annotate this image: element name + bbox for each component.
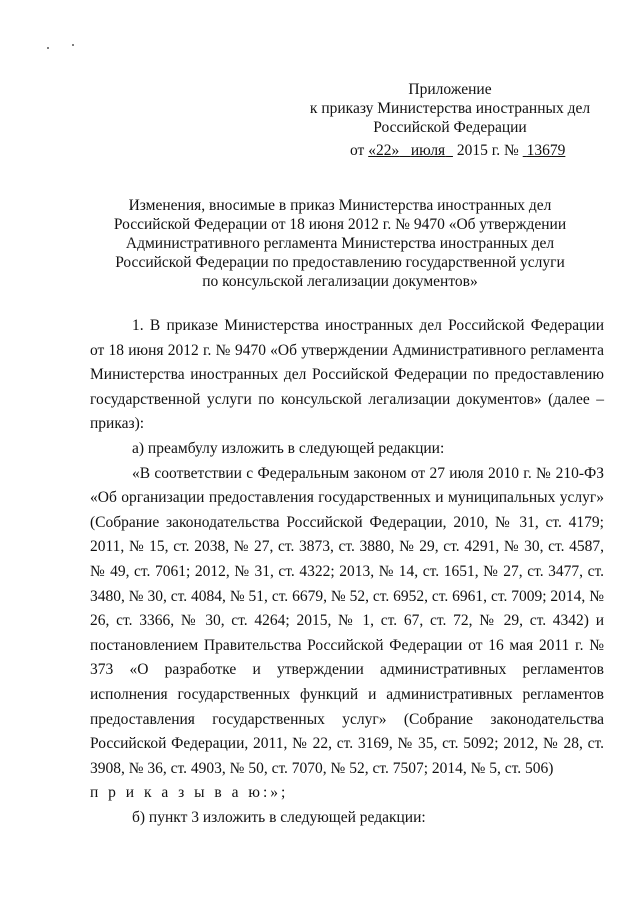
- date-gap: [445, 142, 453, 159]
- date-day: «22»: [368, 142, 400, 159]
- date-year: 2015 г. №: [456, 142, 519, 159]
- annex-order-ref: к приказу Министерства иностранных дел: [309, 100, 591, 117]
- paragraph-2: а) преамбулу изложить в следующей редакции:: [132, 439, 445, 457]
- annex-header: [300, 80, 600, 137]
- paragraph-1: 1. В приказе Министерства иностранных дел Российской Федерации от 18 июня 2012 г. № 9470 «Об утверждении Административного регламента Министерства иностранных дел Российской Федерации по предоставлению государственной услуги по консульской легализации документов» (далее – приказ):: [90, 317, 604, 433]
- date-prefix: от: [350, 142, 365, 159]
- paragraph-3: «В соответствии с Федеральным законом от 27 июля 2010 г. № 210-ФЗ «Об организации предоставления государственных и муниципальных услуг» (Собрание законодательства Российской Федерации, 2010, № 31, ст. 4179; 2011, № 15, ст. 2038, № 27, ст. 3873, ст. 3880, № 29, ст. 4291, № 30, ст. 4587, № 49, ст. 7061; 2012, № 31, ст. 4322; 2013, № 14, ст. 1651, № 27, ст. 3477, ст. 3480, № 30, ст. 4084, № 51, ст. 6679, № 52, ст. 6952, ст. 6961, ст. 7009; 2014, № 26, ст. 3366, № 30, ст. 4264; 2015, № 1, ст. 67, ст. 72, № 29, ст. 4342) и постановлением Правительства Российской Федерации от 16 мая 2011 г. № 373 «О разработке и утверждении административных регламентов исполнения государственных функций и административных регламентов предоставления государственных услуг» (Собрание законодательства Российской Федерации, 2011, № 22, ст. 3169, № 35, ст. 5092; 2012, № 28, ст. 3908, № 36, ст. 4903, № 50, ст. 7070, № 52, ст. 7507; 2014, № 5, ст. 506): [90, 464, 604, 777]
- document-title: [70, 196, 610, 291]
- date-month: июля: [410, 142, 446, 159]
- scan-speck: [47, 47, 49, 49]
- title-line: по консульской легализации документов»: [202, 273, 478, 290]
- paragraph-3-ending: п р и к а з ы в а ю:»;: [90, 784, 289, 802]
- title-line: Изменения, вносимые в приказ Министерства иностранных дел: [128, 197, 552, 214]
- annex-date-line: [350, 141, 565, 160]
- title-line: Российской Федерации от 18 июня 2012 г. № 9470 «Об утверждении: [113, 216, 567, 233]
- title-line: Административного регламента Министерства иностранных дел: [125, 235, 555, 252]
- order-number: 13679: [526, 142, 566, 159]
- annex-country: Российской Федерации: [373, 119, 527, 136]
- scan-speck: [72, 44, 74, 46]
- date-gap: [399, 142, 411, 159]
- paragraph-4: б) пункт 3 изложить в следующей редакции:: [132, 808, 426, 826]
- title-line: Российской Федерации по предоставлению государственной услуги: [115, 254, 565, 271]
- document-body: [90, 314, 604, 830]
- annex-title: Приложение: [408, 81, 492, 98]
